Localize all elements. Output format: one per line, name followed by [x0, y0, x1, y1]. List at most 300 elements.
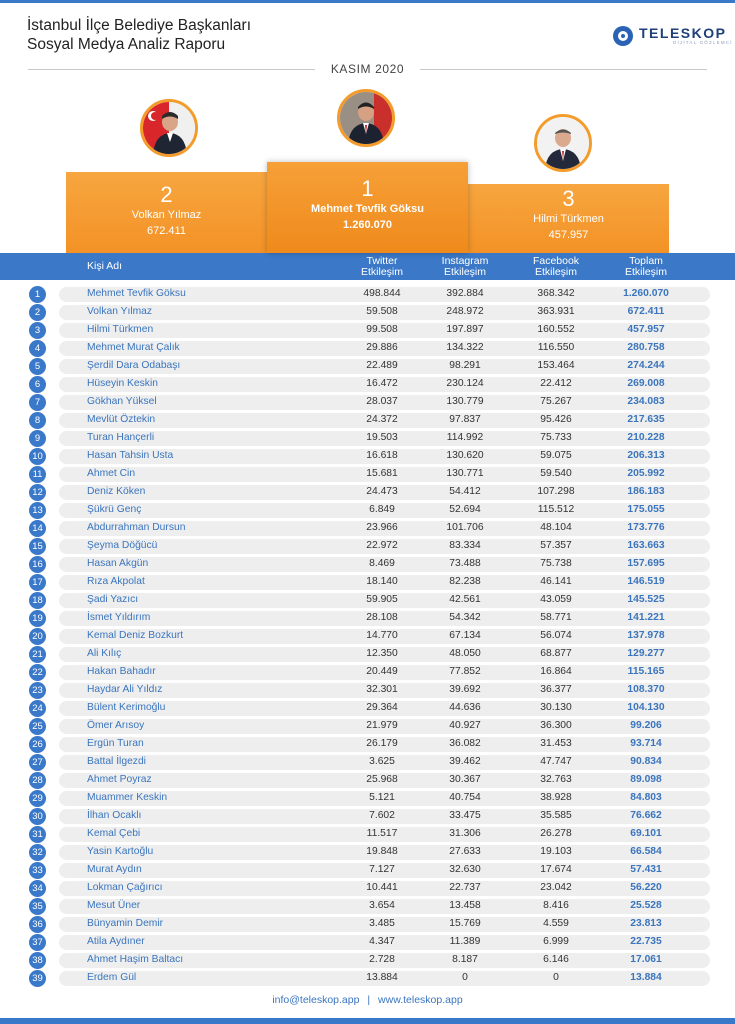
podium-name: Volkan Yılmaz: [131, 209, 202, 221]
instagram-engagement: 130.779: [446, 396, 484, 407]
facebook-engagement: 22.412: [540, 378, 572, 389]
person-name: Yasin Kartoğlu: [87, 846, 154, 857]
facebook-engagement: 107.298: [537, 486, 575, 497]
person-name: Murat Aydın: [87, 864, 142, 875]
facebook-engagement: 46.141: [540, 576, 572, 587]
rank-badge: 9: [29, 430, 46, 447]
total-engagement: 129.277: [627, 648, 665, 659]
total-engagement: 13.884: [630, 972, 662, 983]
facebook-engagement: 59.540: [540, 468, 572, 479]
person-name: İlhan Ocaklı: [87, 810, 142, 821]
total-engagement: 93.714: [630, 738, 662, 749]
brand-name: TELESKOP: [639, 25, 727, 41]
rank-badge: 20: [29, 628, 46, 645]
twitter-engagement: 11.517: [366, 828, 398, 839]
total-engagement: 56.220: [630, 882, 662, 893]
facebook-engagement: 58.771: [540, 612, 572, 623]
total-engagement: 90.834: [630, 756, 662, 767]
twitter-engagement: 19.848: [366, 846, 398, 857]
rank-badge: 32: [29, 844, 46, 861]
total-engagement: 17.061: [630, 954, 662, 965]
instagram-engagement: 40.927: [449, 720, 481, 731]
total-engagement: 186.183: [627, 486, 665, 497]
facebook-engagement: 363.931: [537, 306, 575, 317]
instagram-engagement: 40.754: [449, 792, 481, 803]
facebook-engagement: 75.733: [540, 432, 572, 443]
table-row: [0, 951, 735, 969]
facebook-engagement: 368.342: [537, 288, 575, 299]
instagram-engagement: 11.389: [449, 936, 481, 947]
top-accent-bar: [0, 0, 735, 3]
total-engagement: 457.957: [627, 324, 665, 335]
rank-badge: 36: [29, 916, 46, 933]
person-name: Şeyma Döğücü: [87, 540, 158, 551]
instagram-engagement: 0: [462, 972, 468, 983]
twitter-engagement: 498.844: [363, 288, 401, 299]
report-title-line2: Sosyal Medya Analiz Raporu: [27, 36, 226, 53]
instagram-engagement: 82.238: [449, 576, 481, 587]
person-name: Turan Hançerli: [87, 432, 155, 443]
person-name: Erdem Gül: [87, 972, 137, 983]
rank-badge: 31: [29, 826, 46, 843]
instagram-engagement: 13.458: [449, 900, 481, 911]
total-engagement: 141.221: [627, 612, 665, 623]
total-engagement: 234.083: [627, 396, 665, 407]
table-row: [0, 609, 735, 627]
table-row: [0, 627, 735, 645]
instagram-engagement: 77.852: [449, 666, 481, 677]
person-name: Deniz Köken: [87, 486, 146, 497]
rank-badge: 28: [29, 772, 46, 789]
table-row: [0, 447, 735, 465]
person-name: Muammer Keskin: [87, 792, 168, 803]
facebook-engagement: 16.864: [540, 666, 572, 677]
rank-badge: 11: [29, 466, 46, 483]
instagram-engagement: 67.134: [449, 630, 481, 641]
table-row: [0, 717, 735, 735]
header-facebook-line2: Etkileşim: [534, 266, 577, 278]
rank-badge: 4: [29, 340, 46, 357]
table-row: [0, 915, 735, 933]
person-name: Ali Kılıç: [87, 648, 122, 659]
twitter-engagement: 19.503: [366, 432, 398, 443]
total-engagement: 22.735: [630, 936, 662, 947]
table-row: [0, 771, 735, 789]
total-engagement: 274.244: [627, 360, 665, 371]
instagram-engagement: 83.334: [449, 540, 481, 551]
report-period: KASIM 2020: [330, 62, 405, 76]
person-name: Mehmet Murat Çalık: [87, 342, 180, 353]
table-row: [0, 573, 735, 591]
instagram-engagement: 22.737: [449, 882, 481, 893]
table-row: [0, 735, 735, 753]
total-engagement: 163.663: [627, 540, 665, 551]
podium-third-place: [468, 184, 669, 253]
total-engagement: 175.055: [627, 504, 665, 515]
facebook-engagement: 116.550: [537, 342, 575, 353]
rank-badge: 5: [29, 358, 46, 375]
teleskop-logo-icon: [613, 26, 633, 46]
instagram-engagement: 54.342: [449, 612, 481, 623]
total-engagement: 57.431: [630, 864, 662, 875]
total-engagement: 217.635: [627, 414, 665, 425]
facebook-engagement: 75.738: [540, 558, 572, 569]
facebook-engagement: 31.453: [540, 738, 572, 749]
rank-badge: 35: [29, 898, 46, 915]
table-row: [0, 861, 735, 879]
rank-badge: 33: [29, 862, 46, 879]
footer-website[interactable]: www.teleskop.app: [378, 994, 463, 1006]
facebook-engagement: 38.928: [540, 792, 572, 803]
rank-badge: 34: [29, 880, 46, 897]
instagram-engagement: 130.771: [446, 468, 484, 479]
rank-badge: 14: [29, 520, 46, 537]
person-name: Kemal Deniz Bozkurt: [87, 630, 184, 641]
twitter-engagement: 28.037: [366, 396, 398, 407]
rank-badge: 15: [29, 538, 46, 555]
instagram-engagement: 134.322: [446, 342, 484, 353]
instagram-engagement: 15.769: [449, 918, 481, 929]
podium-second-place: [66, 172, 267, 253]
rank-badge: 22: [29, 664, 46, 681]
header-name: Kişi Adı: [87, 260, 123, 272]
facebook-engagement: 23.042: [540, 882, 572, 893]
rank-badge: 6: [29, 376, 46, 393]
table-row: [0, 825, 735, 843]
total-engagement: 84.803: [630, 792, 662, 803]
rank-badge: 29: [29, 790, 46, 807]
person-name: Bünyamin Demir: [87, 918, 164, 929]
rank-badge: 39: [29, 970, 46, 987]
footer-email[interactable]: info@teleskop.app: [272, 994, 360, 1006]
twitter-engagement: 10.441: [366, 882, 398, 893]
facebook-engagement: 8.416: [543, 900, 569, 911]
twitter-engagement: 5.121: [369, 792, 395, 803]
footer-contact: [0, 994, 735, 1006]
twitter-engagement: 21.979: [366, 720, 398, 731]
facebook-engagement: 115.512: [537, 504, 575, 515]
instagram-engagement: 48.050: [449, 648, 481, 659]
twitter-engagement: 8.469: [369, 558, 395, 569]
instagram-engagement: 39.462: [449, 756, 481, 767]
twitter-engagement: 7.127: [369, 864, 395, 875]
report-title-line1: İstanbul İlçe Belediye Başkanları: [27, 17, 252, 34]
header-twitter-line1: Twitter: [366, 255, 398, 267]
table-row: [0, 483, 735, 501]
table-row: [0, 969, 735, 987]
twitter-engagement: 6.849: [369, 504, 395, 515]
instagram-engagement: 39.692: [449, 684, 481, 695]
teleskop-logo: [613, 26, 733, 46]
avatar-third-place: [534, 114, 592, 172]
twitter-engagement: 59.905: [366, 594, 398, 605]
table-row: [0, 789, 735, 807]
instagram-engagement: 31.306: [449, 828, 481, 839]
total-engagement: 205.992: [627, 468, 665, 479]
table-row: [0, 807, 735, 825]
twitter-engagement: 25.968: [366, 774, 398, 785]
total-engagement: 25.528: [630, 900, 662, 911]
facebook-engagement: 153.464: [537, 360, 575, 371]
instagram-engagement: 27.633: [449, 846, 481, 857]
twitter-engagement: 29.364: [366, 702, 398, 713]
twitter-engagement: 13.884: [366, 972, 398, 983]
total-engagement: 280.758: [627, 342, 665, 353]
brand-tagline: DİJİTAL GÖZLEMCİ: [673, 40, 733, 45]
person-name: Hakan Bahadır: [87, 666, 156, 677]
total-engagement: 137.978: [627, 630, 665, 641]
person-name: Hasan Akgün: [87, 558, 149, 569]
table-row: [0, 285, 735, 303]
table-row: [0, 681, 735, 699]
total-engagement: 99.206: [630, 720, 662, 731]
twitter-engagement: 24.372: [366, 414, 398, 425]
table-row: [0, 933, 735, 951]
person-name: Gökhan Yüksel: [87, 396, 157, 407]
rank-badge: 2: [29, 304, 46, 321]
twitter-engagement: 18.140: [366, 576, 398, 587]
twitter-engagement: 12.350: [366, 648, 398, 659]
instagram-engagement: 32.630: [449, 864, 481, 875]
instagram-engagement: 30.367: [449, 774, 481, 785]
avatar-second-place: [140, 99, 198, 157]
twitter-engagement: 22.489: [366, 360, 398, 371]
table-row: [0, 429, 735, 447]
total-engagement: 76.662: [630, 810, 662, 821]
facebook-engagement: 17.674: [540, 864, 572, 875]
total-engagement: 157.695: [627, 558, 665, 569]
twitter-engagement: 32.301: [366, 684, 398, 695]
person-name: Hasan Tahsin Usta: [87, 450, 174, 461]
twitter-engagement: 23.966: [366, 522, 398, 533]
facebook-engagement: 47.747: [540, 756, 572, 767]
total-engagement: 146.519: [627, 576, 665, 587]
facebook-engagement: 30.130: [540, 702, 572, 713]
facebook-engagement: 75.267: [540, 396, 572, 407]
podium-rank: 2: [160, 182, 173, 207]
total-engagement: 115.165: [627, 666, 665, 677]
rank-badge: 10: [29, 448, 46, 465]
header-instagram-line2: Etkileşim: [443, 266, 486, 278]
twitter-engagement: 3.485: [369, 918, 395, 929]
facebook-engagement: 6.146: [543, 954, 569, 965]
total-engagement: 104.130: [627, 702, 665, 713]
twitter-engagement: 2.728: [369, 954, 395, 965]
rank-badge: 16: [29, 556, 46, 573]
instagram-engagement: 97.837: [449, 414, 481, 425]
table-row: [0, 753, 735, 771]
instagram-engagement: 42.561: [449, 594, 481, 605]
instagram-engagement: 33.475: [449, 810, 481, 821]
header-instagram-line1: Instagram: [441, 255, 489, 267]
total-engagement: 210.228: [627, 432, 665, 443]
twitter-engagement: 22.972: [366, 540, 398, 551]
table-row: [0, 501, 735, 519]
table-row: [0, 339, 735, 357]
rank-badge: 24: [29, 700, 46, 717]
person-name: İsmet Yıldırım: [87, 612, 151, 623]
facebook-engagement: 43.059: [540, 594, 572, 605]
person-name: Ergün Turan: [87, 738, 144, 749]
header-twitter-line2: Etkileşim: [360, 266, 403, 278]
facebook-engagement: 48.104: [540, 522, 572, 533]
facebook-engagement: 32.763: [540, 774, 572, 785]
table-row: [0, 321, 735, 339]
twitter-engagement: 15.681: [366, 468, 398, 479]
instagram-engagement: 98.291: [449, 360, 481, 371]
facebook-engagement: 95.426: [540, 414, 572, 425]
instagram-engagement: 54.412: [449, 486, 481, 497]
footer-separator: |: [367, 994, 371, 1006]
facebook-engagement: 19.103: [540, 846, 572, 857]
table-header: [0, 253, 735, 280]
table-row: [0, 645, 735, 663]
instagram-engagement: 36.082: [449, 738, 481, 749]
header-total-line1: Toplam: [629, 255, 663, 267]
rank-badge: 25: [29, 718, 46, 735]
instagram-engagement: 44.636: [449, 702, 481, 713]
table-row: [0, 699, 735, 717]
total-engagement: 69.101: [630, 828, 662, 839]
twitter-engagement: 24.473: [366, 486, 398, 497]
total-engagement: 1.260.070: [623, 288, 669, 299]
podium-name: Mehmet Tevfik Göksu: [311, 203, 424, 215]
rank-badge: 18: [29, 592, 46, 609]
table-row: [0, 897, 735, 915]
podium-total: 1.260.070: [343, 219, 392, 231]
twitter-engagement: 59.508: [366, 306, 398, 317]
person-name: Ahmet Cin: [87, 468, 136, 479]
rank-badge: 13: [29, 502, 46, 519]
facebook-engagement: 4.559: [543, 918, 569, 929]
instagram-engagement: 248.972: [446, 306, 484, 317]
instagram-engagement: 73.488: [449, 558, 481, 569]
facebook-engagement: 36.377: [540, 684, 572, 695]
rank-badge: 30: [29, 808, 46, 825]
facebook-engagement: 35.585: [540, 810, 572, 821]
twitter-engagement: 28.108: [366, 612, 398, 623]
table-row: [0, 537, 735, 555]
table-row: [0, 357, 735, 375]
rank-badge: 19: [29, 610, 46, 627]
person-name: Mesut Üner: [87, 900, 141, 911]
rank-badge: 38: [29, 952, 46, 969]
rank-badge: 23: [29, 682, 46, 699]
twitter-engagement: 16.472: [366, 378, 398, 389]
rank-badge: 7: [29, 394, 46, 411]
instagram-engagement: 230.124: [446, 378, 484, 389]
total-engagement: 269.008: [627, 378, 665, 389]
twitter-engagement: 14.770: [366, 630, 398, 641]
person-name: Abdurrahman Dursun: [87, 522, 186, 533]
person-name: Şadi Yazıcı: [87, 594, 139, 605]
facebook-engagement: 160.552: [537, 324, 575, 335]
report-title: [27, 16, 251, 54]
rank-badge: 26: [29, 736, 46, 753]
table-row: [0, 465, 735, 483]
twitter-engagement: 3.654: [369, 900, 395, 911]
podium-total: 457.957: [548, 229, 589, 241]
podium-rank: 3: [562, 186, 575, 211]
instagram-engagement: 114.992: [446, 432, 484, 443]
facebook-engagement: 57.357: [540, 540, 572, 551]
facebook-engagement: 68.877: [540, 648, 572, 659]
total-engagement: 23.813: [630, 918, 662, 929]
rank-badge: 21: [29, 646, 46, 663]
person-name: Hüseyin Keskin: [87, 378, 158, 389]
total-engagement: 66.584: [630, 846, 662, 857]
facebook-engagement: 56.074: [540, 630, 572, 641]
person-name: Şerdil Dara Odabaşı: [87, 360, 181, 371]
table-row: [0, 879, 735, 897]
person-name: Bülent Kerimoğlu: [87, 702, 166, 713]
twitter-engagement: 4.347: [369, 936, 395, 947]
person-name: Battal İlgezdi: [87, 756, 146, 767]
twitter-engagement: 29.886: [366, 342, 398, 353]
total-engagement: 206.313: [627, 450, 665, 461]
instagram-engagement: 52.694: [449, 504, 481, 515]
header-facebook-line1: Facebook: [532, 255, 580, 267]
podium-name: Hilmi Türkmen: [533, 213, 604, 225]
instagram-engagement: 392.884: [446, 288, 484, 299]
person-name: Hilmi Türkmen: [87, 324, 154, 335]
person-name: Mehmet Tevfik Göksu: [87, 288, 186, 299]
total-engagement: 108.370: [627, 684, 665, 695]
rank-badge: 3: [29, 322, 46, 339]
rank-badge: 27: [29, 754, 46, 771]
twitter-engagement: 16.618: [366, 450, 398, 461]
table-row: [0, 663, 735, 681]
table-row: [0, 843, 735, 861]
rank-badge: 37: [29, 934, 46, 951]
podium-first-place: [267, 162, 468, 253]
table-row: [0, 303, 735, 321]
twitter-engagement: 26.179: [366, 738, 398, 749]
person-name: Şükrü Genç: [87, 504, 142, 515]
person-name: Lokman Çağırıcı: [87, 882, 163, 893]
instagram-engagement: 130.620: [446, 450, 484, 461]
twitter-engagement: 3.625: [369, 756, 395, 767]
table-row: [0, 591, 735, 609]
ranking-table: [0, 285, 735, 987]
person-name: Rıza Akpolat: [87, 576, 145, 587]
twitter-engagement: 20.449: [366, 666, 398, 677]
person-name: Haydar Ali Yıldız: [87, 684, 163, 695]
twitter-engagement: 99.508: [366, 324, 398, 335]
avatar-first-place: [337, 89, 395, 147]
total-engagement: 145.525: [627, 594, 665, 605]
facebook-engagement: 36.300: [540, 720, 572, 731]
twitter-engagement: 7.602: [369, 810, 395, 821]
person-name: Ahmet Poyraz: [87, 774, 152, 785]
total-engagement: 89.098: [630, 774, 662, 785]
header-total-line2: Etkileşim: [624, 266, 667, 278]
facebook-engagement: 26.278: [540, 828, 572, 839]
rank-badge: 17: [29, 574, 46, 591]
person-name: Ahmet Haşim Baltacı: [87, 954, 184, 965]
person-name: Kemal Çebi: [87, 828, 141, 839]
rank-badge: 12: [29, 484, 46, 501]
table-row: [0, 411, 735, 429]
podium-rank: 1: [361, 176, 374, 201]
person-name: Mevlüt Öztekin: [87, 414, 156, 425]
instagram-engagement: 197.897: [446, 324, 484, 335]
person-name: Ömer Arısoy: [87, 720, 145, 731]
instagram-engagement: 8.187: [452, 954, 478, 965]
table-row: [0, 393, 735, 411]
facebook-engagement: 59.075: [540, 450, 572, 461]
facebook-engagement: 0: [553, 972, 559, 983]
